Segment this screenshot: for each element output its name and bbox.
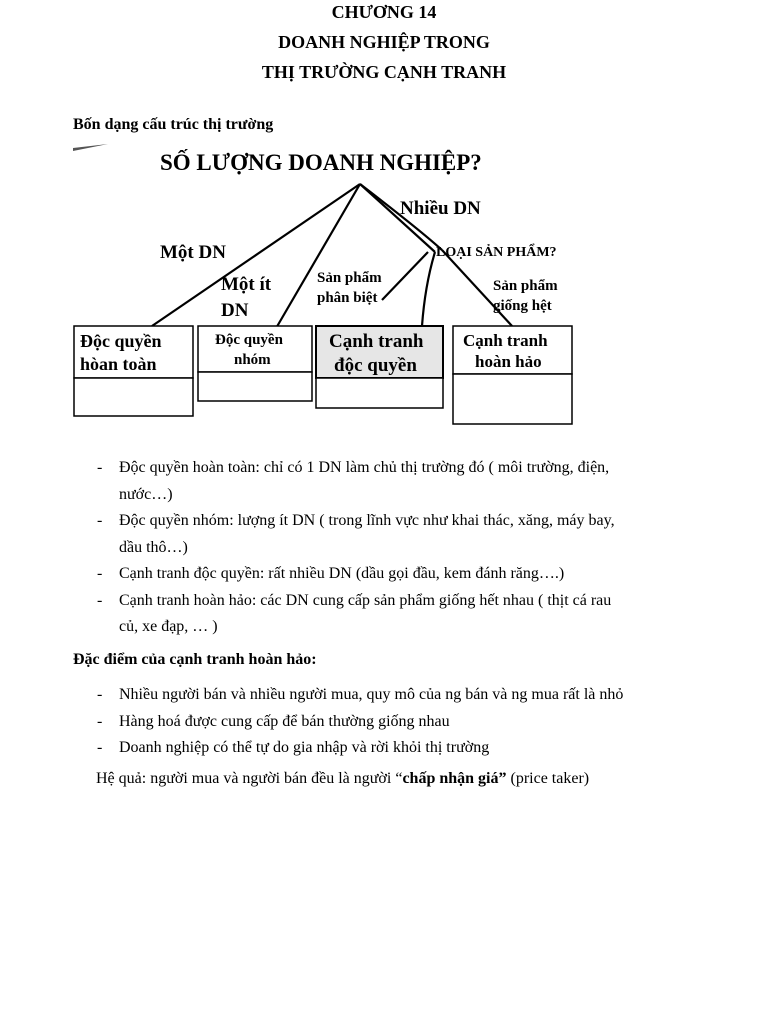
list-item-text-1: Cạnh tranh độc quyền: rất nhiều DN (dầu gọi đầu, kem đánh răng….) xyxy=(119,565,565,582)
box-monopolistic-competition xyxy=(316,326,443,408)
list-item-text-2: nước…) xyxy=(119,485,173,503)
list-dash: - xyxy=(97,739,103,756)
box-oligopoly-line2: nhóm xyxy=(234,352,271,368)
list-item-text-1: Độc quyền hoàn toàn: chỉ có 1 DN làm chủ thị trường đó ( môi trường, điện, xyxy=(119,459,610,476)
consequence-paragraph xyxy=(96,770,589,788)
scan-artifact xyxy=(73,144,108,151)
section-title-perfect-competition: Đặc điểm của cạnh tranh hoàn hảo: xyxy=(73,651,317,668)
list-dash: - xyxy=(97,565,103,582)
list-item-text-1: Cạnh tranh hoàn hảo: các DN cung cấp sản phẩm giống hết nhau ( thịt cá rau xyxy=(119,591,612,609)
box-monopolistic-line1: Cạnh tranh xyxy=(329,331,424,352)
feature-text: Doanh nghiệp có thể tự do gia nhập và rời khỏi thị trường xyxy=(119,739,490,756)
box-perfect-line2: hoàn hảo xyxy=(475,352,542,371)
list-item xyxy=(73,709,733,736)
label-few-firms-2: DN xyxy=(221,300,249,321)
consequence-suffix: (price taker) xyxy=(506,770,590,787)
label-differentiated-1: Sản phẩm xyxy=(317,270,382,286)
chapter-title-line2: THỊ TRƯỜNG CẠNH TRANH xyxy=(261,62,507,82)
list-item xyxy=(73,561,713,588)
list-item-text-2: dầu thô…) xyxy=(119,538,188,556)
label-identical-2: giống hệt xyxy=(493,298,552,314)
chapter-number: CHƯƠNG 14 xyxy=(331,2,437,22)
market-structure-diagram xyxy=(70,140,590,430)
feature-text: Hàng hoá được cung cấp để bán thường giống nhau xyxy=(119,712,450,730)
list-item xyxy=(73,735,733,762)
label-one-firm: Một DN xyxy=(160,242,226,263)
box-oligopoly xyxy=(198,326,312,401)
box-monopolistic-line2: độc quyền xyxy=(334,355,417,376)
list-item xyxy=(73,588,713,641)
list-item-text-1: Độc quyền nhóm: lượng ít DN ( trong lĩnh vực như khai thác, xăng, máy bay, xyxy=(119,512,615,529)
features-list xyxy=(73,682,733,762)
label-product-type: LOẠI SẢN PHẨM? xyxy=(436,245,557,260)
list-dash: - xyxy=(97,459,103,476)
list-item xyxy=(73,455,713,508)
box-perfect-competition xyxy=(453,326,572,424)
label-many-firms: Nhiều DN xyxy=(400,198,481,219)
section-title-market-structures: Bốn dạng cấu trúc thị trường xyxy=(73,116,274,133)
box-pure-monopoly-line2: hòan toàn xyxy=(80,354,157,374)
consequence-bold: chấp nhận giá” xyxy=(402,770,507,787)
list-dash: - xyxy=(97,686,103,703)
box-oligopoly-line1: Độc quyền xyxy=(215,332,283,348)
consequence-prefix: Hệ quả: người mua và người bán đều là người “ xyxy=(96,770,403,787)
box-pure-monopoly xyxy=(74,326,193,416)
market-structure-list xyxy=(73,455,713,641)
feature-text: Nhiều người bán và nhiều người mua, quy mô của ng bán và ng mua rất là nhỏ xyxy=(119,686,624,703)
list-item xyxy=(73,508,713,561)
chapter-title-line1: DOANH NGHIỆP TRONG xyxy=(278,32,490,52)
list-item-text-2: củ, xe đạp, … ) xyxy=(119,618,218,635)
box-pure-monopoly-line1: Độc quyền xyxy=(80,331,162,351)
list-dash: - xyxy=(97,591,103,609)
label-identical-1: Sản phẩm xyxy=(493,278,558,294)
label-differentiated-2: phân biệt xyxy=(317,290,378,306)
diagram-question: SỐ LƯỢNG DOANH NGHIỆP? xyxy=(160,150,482,175)
list-item xyxy=(73,682,733,709)
list-dash: - xyxy=(97,712,103,730)
label-few-firms-1: Một ít xyxy=(221,274,272,295)
box-perfect-line1: Cạnh tranh xyxy=(463,331,548,350)
list-dash: - xyxy=(97,512,103,529)
